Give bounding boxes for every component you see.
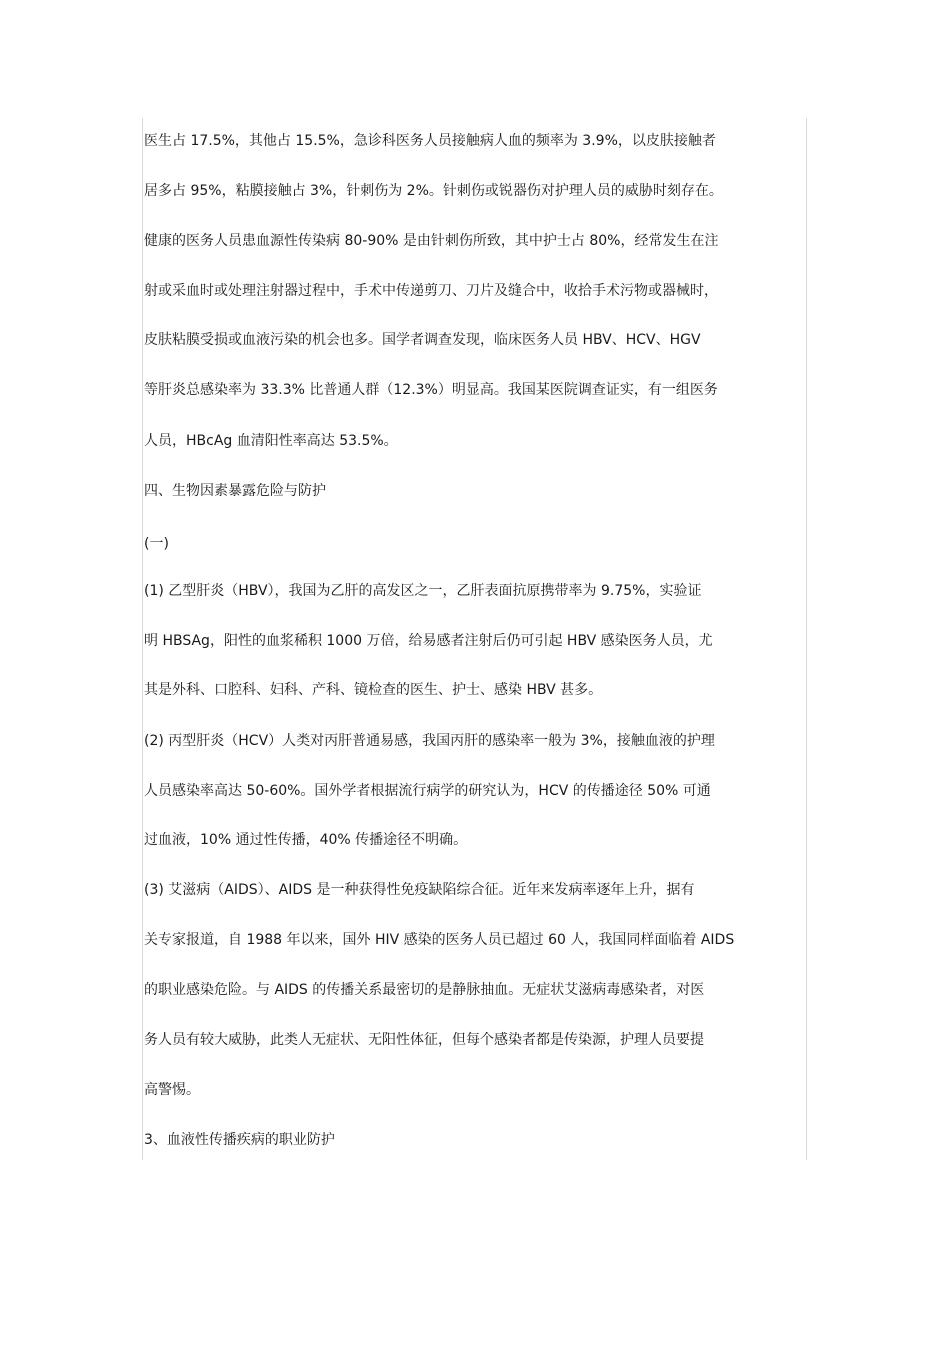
text-line: 务人员有较大威胁，此类人无症状、无阳性体征，但每个感染者都是传染源，护理人员要提	[144, 1032, 704, 1048]
section-heading: 四、生物因素暴露危险与防护	[144, 483, 326, 499]
text-line: 的职业感染危险。与 AIDS 的传播关系最密切的是静脉抽血。无症状艾滋病毒感染者，对医	[144, 982, 705, 998]
text-line: 人员感染率高达 50-60%。国外学者根据流行病学的研究认为，HCV 的传播途径 50% 可通	[144, 783, 711, 799]
section-heading: 3、血液性传播疾病的职业防护	[144, 1132, 335, 1148]
text-line: 人员，HBcAg 血清阳性率高达 53.5%。	[144, 433, 398, 449]
text-line: 明 HBSAg，阳性的血浆稀积 1000 万倍，给易感者注射后仍可引起 HBV 感染医务人员，尤	[144, 633, 713, 649]
right-border-rule	[806, 118, 807, 1160]
text-line: 医生占 17.5%，其他占 15.5%，急诊科医务人员接触病人血的频率为 3.9%，以皮肤接触者	[144, 133, 716, 149]
text-line: 居多占 95%，粘膜接触占 3%，针刺伤为 2%。针刺伤或锐器伤对护理人员的威胁时刻存在。	[144, 183, 723, 199]
text-line: (2) 丙型肝炎（HCV）人类对丙肝普通易感，我国丙肝的感染率一般为 3%，接触血液的护理	[144, 733, 715, 749]
text-line: 高警惕。	[144, 1082, 200, 1098]
text-line: 关专家报道，自 1988 年以来，国外 HIV 感染的医务人员已超过 60 人，我国同样面临着 AIDS	[144, 932, 735, 948]
text-line: 其是外科、口腔科、妇科、产科、镜检查的医生、护士、感染 HBV 甚多。	[144, 682, 603, 698]
text-line: 射或采血时或处理注射器过程中，手术中传递剪刀、刀片及缝合中，收拾手术污物或器械时，	[144, 283, 718, 299]
text-line: 健康的医务人员患血源性传染病 80-90% 是由针刺伤所致，其中护士占 80%，经常发生在注	[144, 233, 719, 249]
left-border-rule	[142, 118, 143, 1160]
text-line: (1) 乙型肝炎（HBV），我国为乙肝的高发区之一，乙肝表面抗原携带率为 9.75%，实验证	[144, 583, 702, 599]
text-line: 皮肤粘膜受损或血液污染的机会也多。国学者调查发现，临床医务人员 HBV、HCV、HGV	[144, 332, 701, 348]
text-line: 过血液，10% 通过性传播，40% 传播途径不明确。	[144, 832, 468, 848]
text-line: (3) 艾滋病（AIDS）、AIDS 是一种获得性免疫缺陷综合征。近年来发病率逐年上升，据有	[144, 882, 695, 898]
text-line: 等肝炎总感染率为 33.3% 比普通人群（12.3%）明显高。我国某医院调查证实，有一组医务	[144, 382, 718, 398]
subsection-heading: (一)	[144, 536, 169, 552]
